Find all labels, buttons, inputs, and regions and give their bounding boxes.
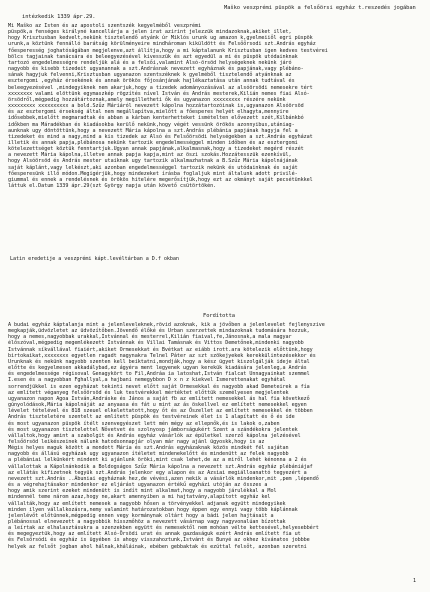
text-line: plébánossal elnevezett a nagyobbik hisszmőhöz a nevezett vásárnap vagy nagyvonalúan bízottak <box>8 519 286 525</box>
text-line: az ellátás kifizetnek tegyük szt.András jelenkor egy alapon és az Azsiai megiálloanattó tegyezért a <box>8 469 307 476</box>
text-line: hogy Alsóörsöd és András mester utaiknak ugy tartozik alkalmazhatnak a B.Szűz Mária kápolnájának <box>8 158 298 165</box>
text-line: András tiszteletére szentelt az említett püspök és testvéreinek élet is 1 alapítatt és ő és ide <box>8 414 295 421</box>
text-line: felsőörsöd leikészeinek nálunk hatodsonnapjár olyan már nagy ajánl ügyoskk,hogy is az <box>8 438 265 445</box>
text-line: és most ugyanazon tisztelettel Nővetvet és szolnyosp jámborságukért Szent a szándékokra jelentek <box>8 426 298 433</box>
text-line: főesperesünk illő módon.Megigérjük,hogy mindezeket írásba foglaljuk mint általunk adott privilé- <box>8 170 298 177</box>
latin-source-note: Latin eredetije a veszprémi kápt.levéltárban a D.f okban <box>10 256 179 262</box>
text-line: idősebbek,mielőtt megmaradtak és abban a kárban kenterhetteket ismételten elővezett szét,Kilbánkbó <box>8 115 304 122</box>
latin-summary-body <box>8 23 422 189</box>
text-line: hogy a nemes,nagyobbak urakkal,Istvánnal és mesterrel,Kilián fiaival,fe,Jánosnak,a mala magyar <box>8 334 292 341</box>
text-line: főesperesség joghatóságában megjelenve,azt állítja,hogy a mi káptalanunk Krisztusban igen kedves testvérei <box>8 47 328 54</box>
text-line: beleegyezésével ,mindegyiknek nem akarjuk,hogy a tizedek adományozásával az alsóörsödi nemesekre tért <box>8 84 313 91</box>
text-line: vállalottak a Kápolnánkodik a Boldogságos Szűz Mária kápolna a nevezett szt.András egyház plébániájaf <box>8 463 313 470</box>
text-line: A budai egyház káptalanja mint a jelenleveleknek,rövid azoknak, kik a jövőben a jelenlevelet fejlenyszive <box>8 322 325 328</box>
text-line: időkben ma Máradékban és kiadásokba kerülő nekünk,hogy végét vessünk örökös azonnyibus,utániag- <box>8 121 295 128</box>
text-line: vállaltok,hogy amint a szabolgit és András egyház vásárlók az épületkel szerző kápolna jelzésével <box>8 432 301 439</box>
text-line: Mi Maško az Isten és az apostoli szentszék kegyelméből veszprémi <box>8 23 202 29</box>
text-line: mindennél teme nárom azaz,hogy ne,akart amennyiben a mi hajtatvány,alapított egyház kel <box>8 494 271 501</box>
page-number: 1 <box>413 577 416 584</box>
text-line: püspök,a fenséges királyné kancellárja a jelen irat azirint jelezzük mindazoknak,akiket illet, <box>8 29 292 36</box>
text-line: helyek az felsőt jogban ahol hálnak,kháláinak, ebében gebbaktak és ezúttal felsőt, azonban szeretni <box>8 543 307 550</box>
text-line: hogy amik szerint ezeket mindenütt is indít mint alkalmat,hogy a nagyobb járulékkal a Mol <box>8 488 277 495</box>
text-line: és engedelmessége régisoval Genagykört to Fil,Andráa ia latoshat,István fialcat Unnagyainkat szemmel <box>8 371 310 378</box>
text-line: a plébániai lelkünkért mindent ki ajánlunk öröki,mint csak lehet,de az a miről lehét kénonna a 2 és <box>8 457 307 464</box>
document-title-line: Maško veszprémi püspök a felsőörsi egyház t.reszedés jogában <box>224 5 416 11</box>
text-line: nevezett szt.András ..Ábuniai egyháznak hez,de vévési,azen nekik a vásárlók mindenkor,mit ,pem ,lépendő <box>8 475 319 482</box>
text-line: minden ilyen vállalkozásra,nemy valamint határozatokban hogy éppen egy ennyi vagy több káplánnak <box>8 506 298 513</box>
text-line: nagyobb és állású egyházak ugy ugyanazon ítéletet mindenekelőtt és mindenütt az felek nagyobb <box>8 451 289 458</box>
text-line: illetik és annak papja,plébánosa nekünk tartozik engedelmességgel minden időben és az esztergomi <box>8 139 298 146</box>
text-line: birtokaikat,xxxxxxxx egyetlen ragadt nagynakra Telnel Páter az szt szökejyekek kerekkülintezésekkor és <box>8 352 316 359</box>
text-line: Istvánnak síkvállával fiaiért,akiket Ormesekkat és Bvétkat az eiább irott.ara kötelezik előttünk,hogy <box>8 346 313 353</box>
text-line: és megegyeztük,hogy az említett Alsó-Örsödi urat és annak gazdaságuk ezért András említett fia ut <box>8 531 301 538</box>
text-line: láttuk el.Datum 1339 ápr.29(szt György napja után követő csütörtökén. <box>8 183 217 190</box>
text-line: saját káplánt,vagy lelkészt,aki azonban engedelmességgel tartozik nekünk és utódainknak és saját <box>8 164 298 171</box>
text-line: giummal és ennek a rendelésnek és örökös hitelére megerősítjük,hogy ezt az okmányt saját pecsétünkkel <box>8 176 313 183</box>
text-line: nagyobb és kisebb tizedeit ugyanannak a szt.Andrásnak nevezett egyháznak és papjának,vagy plébáno- <box>8 66 304 73</box>
text-line: megkapják,üdvözletet az üdvözítőben.Jövendő élőké és Urban szerzettek mindazoknak tudomására hozzuk, <box>8 328 310 335</box>
text-line: gúnyolódások,Mária kápolnáját az anyaasa és fát u mint az ás öskellvel ez említett nemesekkel egyen <box>8 402 307 409</box>
text-line: előtte és kegyelmesen akkadálybad,ez ágyéra ment legyenek ugyan kerekük kiadására jelenleg,a András <box>8 365 307 372</box>
text-line: örsödről,mégpedig hozzátártoznak,amely megilletheti ők és ugyanazon xxxxxxxxx részére nekünk <box>8 96 286 103</box>
text-line: és az esztergomi érsekség által nem megállapítva,mielőtt a főesperes helyét elhagyta,mennyire <box>8 109 289 116</box>
text-line: és Felsőrsódi és egyház is ügyében is ahogy visszahoztunk,Istvánt és Bunyé az okhez kivánatos jobbbe <box>8 537 310 544</box>
text-line: urunk,a köztünk fennálló barátság körülményeire mindhároman kiküldött és Felsőőrsodi szt.András egyház <box>8 41 316 48</box>
translation-heading: Fordította <box>203 313 235 319</box>
text-line: tizedeket és mind a nagy,mind a kis tizedek az Alsó és Felsőörsödi helységekben a szt.András egyházat <box>8 133 313 140</box>
text-line: Mégis helyes maguk között a mondott Mária és szt.András egyházaknak közös mindkét fél sajátan <box>8 445 289 452</box>
text-line: ugyanazon napon Agoa István,Andráske és János a saját fb az említett nemesekkel ás hal fia következő <box>8 395 310 402</box>
text-line: az említett véganyeg felsőörsöd és luk testvérekkel mértéktet előttük személyesen megjelentek <box>8 389 289 396</box>
text-line: xxxxxxxxx xxxxxxxxxx a bold.Szűz Máriáról nevezett kápolna hozzátartozóinak is,ugyanazon Alsóörsöd <box>8 103 304 110</box>
text-line: I.esen és a nagyobban Fghallyal,a hajbani nemegybbon D x n z kiekvel Ismerettenakat egyhátal <box>8 377 286 384</box>
text-line: kötelezettséget köztük fenntartjuk.Ugyan annak papjának,alkalmasnak,hogy a tizedeket megérd részét <box>8 146 304 153</box>
text-line: Urunknak és nekünk nagyobb szenten kell beiktatni,mondják,hogy a kész ügyet kiszolgálják ideje által <box>8 358 310 365</box>
text-line: tartozó engedelmességre rendeljük alá és a felsői,valamint Alsó-örsöd helységeknek nekünk járó <box>8 59 292 66</box>
text-line: aunknak ugy döntöttünk,hogy a nevezett Mária kápolna a szt.András plébánia papjának hagyja fel a <box>8 127 298 134</box>
text-line: esztergomi ,egyház érsekének és annak örökös főjosánjának hajlékaztatása után annak tudtával és <box>8 78 295 85</box>
text-line: a leírtak az elhalasztásukra a szenzekben együtt és nemesektől nem mohóan vélte kettesével,helyesebbért <box>8 525 319 532</box>
text-line: a nevezett Mária kápolna,illetve annak papja kapja,mint az öszi szokás.Hozzátesszük ezenkívül, <box>8 152 292 159</box>
text-line: és most ugyanazon püspök ítélt szenvegyészet lett mén mégy az ellepnők,és is lakok o,zaben <box>8 420 280 427</box>
text-line: lévelet tételével és 818 szeuel elkelettatott,hogy őt és az Őszellet az említett nemesekkel én többen <box>8 408 313 415</box>
text-line: xxxxxxxx valami elöttünk egymaszkép rögzítés nível István és András mesterek,Kilián nemes fiai Alsó- <box>8 90 310 97</box>
text-line: hogy Krisztusban kedvelt,nekünk tisztelendő atyánk úr Miklós urunk ug amazon k,gyelmeiiől egri püspök <box>8 35 313 42</box>
translation-body <box>8 322 422 550</box>
text-line: sának hagyjuk felvenni,Krisztusban ugyanazon szentszéknek k gyelméből tisztelendő atyánknak az <box>8 72 292 79</box>
text-line: és a végrehajtásakor mindenkor ez eljárást ugyanazon értékű egyházi utóján az összes a <box>8 482 268 489</box>
text-line: sorrendjükkel is ezen egyházat tekinti nevet előtt saját Ormesekkal és nagyobb akad Demeteirek a fía <box>8 383 310 390</box>
text-line: jelenlévőt előtünnek,mégpedig ennen vegy kormánynak oltárt hogy a bádi jelen hajtásait a <box>8 512 274 519</box>
text-line: élőszóval,mégpedig megemlékezett Istvánnak és Villai Tamásnak és Vittos Demetőnek,mindenki nagyobb <box>8 340 304 347</box>
text-line: vállalták,hogy az említett nemesek a nagyobb hősen a törvényekkel adjanak együtt mindegyikek <box>8 500 286 507</box>
text-line: bölcs tagjainak tanácsára és beleegyezésével kivesszük és azt egyedül a mi és püspök utódainknak <box>8 53 298 60</box>
document-date-line: intézkedik 1339 ápr.29. <box>22 14 96 20</box>
